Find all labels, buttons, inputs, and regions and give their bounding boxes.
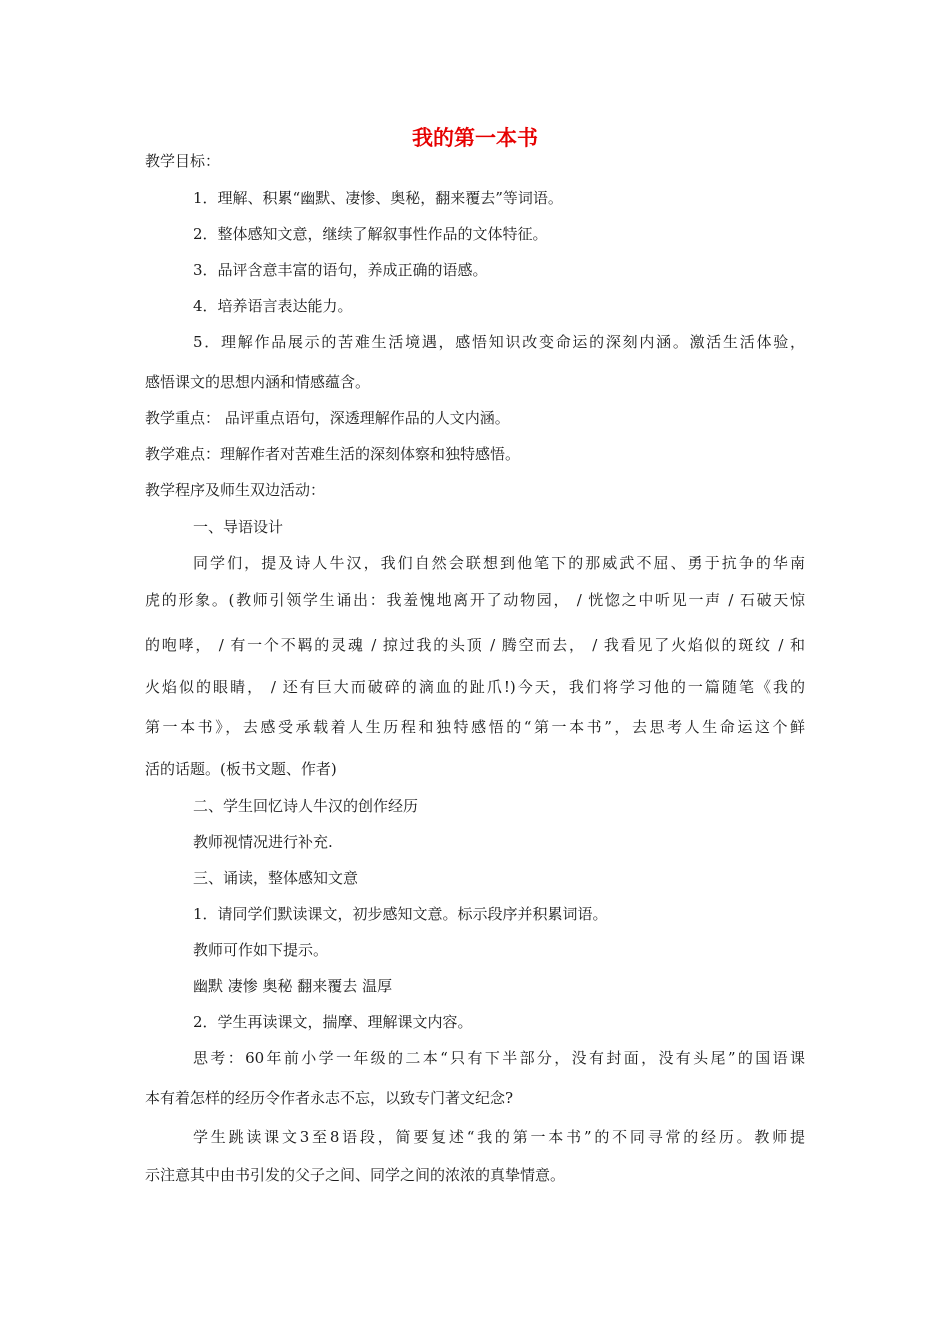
intro-line: 活的话题。(板书文题、作者) xyxy=(145,760,337,778)
think-line: 思考：60年前小学一年级的二本“只有下半部分，没有封面，没有头尾”的国语课 xyxy=(193,1049,805,1067)
skim-line: 示注意其中由书引发的父子之间、同学之间的浓浓的真挚情意。 xyxy=(145,1166,566,1184)
step-item: 2．学生再读课文，揣摩、理解课文内容。 xyxy=(193,1013,473,1031)
intro-line: 同学们，提及诗人牛汉，我们自然会联想到他笔下的那威武不屈、勇于抗争的华南 xyxy=(193,554,805,572)
intro-line: 的咆哮， / 有一个不羁的灵魂 / 掠过我的头顶 / 腾空而去， / 我看见了火焰似的斑纹 / 和 xyxy=(145,636,805,654)
section-title: 一、导语设计 xyxy=(193,518,284,536)
goal-item: 3．品评含意丰富的语句，养成正确的语感。 xyxy=(193,261,488,279)
think-line: 本有着怎样的经历令作者永志不忘，以致专门著文纪念? xyxy=(145,1089,514,1107)
step-hint: 教师可作如下提示。 xyxy=(193,941,329,959)
difficulty: 教学难点：理解作者对苦难生活的深刻体察和独特感悟。 xyxy=(145,445,521,463)
vocab-list: 幽默 凄惨 奥秘 翻来覆去 温厚 xyxy=(193,977,393,995)
skim-line: 学生跳读课文3至8语段，简要复述“我的第一本书”的不同寻常的经历。教师提 xyxy=(193,1128,805,1146)
intro-line: 火焰似的眼睛， / 还有巨大而破碎的滴血的趾爪!)今天，我们将学习他的一篇随笔《我的 xyxy=(145,678,805,696)
procedure-heading: 教学程序及师生双边活动： xyxy=(145,481,326,499)
step-item: 1．请同学们默读课文，初步感知文意。标示段序并积累词语。 xyxy=(193,905,608,923)
goal-item: 5．理解作品展示的苦难生活境遇，感悟知识改变命运的深刻内涵。激活生活体验， xyxy=(193,333,805,351)
document-title: 我的第一本书 xyxy=(412,126,538,150)
section-note: 教师视情况进行补充. xyxy=(193,833,333,851)
goal-item: 1．理解、积累“幽默、凄惨、奥秘，翻来覆去”等词语。 xyxy=(193,189,563,207)
goal-item-continued: 感悟课文的思想内涵和情感蕴含。 xyxy=(145,373,371,391)
goal-item: 4．培养语言表达能力。 xyxy=(193,297,353,315)
section-title: 二、学生回忆诗人牛汉的创作经历 xyxy=(193,797,419,815)
goals-heading: 教学目标： xyxy=(145,152,221,170)
goal-item: 2．整体感知文意，继续了解叙事性作品的文体特征。 xyxy=(193,225,548,243)
section-title: 三、诵读，整体感知文意 xyxy=(193,869,359,887)
intro-line: 第一本书》，去感受承载着人生历程和独特感悟的“第一本书”，去思考人生命运这个鲜 xyxy=(145,718,805,736)
key-point: 教学重点： 品评重点语句，深透理解作品的人文内涵。 xyxy=(145,409,510,427)
intro-line: 虎的形象。(教师引领学生诵出：我羞愧地离开了动物园， / 恍惚之中听见一声 / 石破天惊 xyxy=(145,591,805,609)
